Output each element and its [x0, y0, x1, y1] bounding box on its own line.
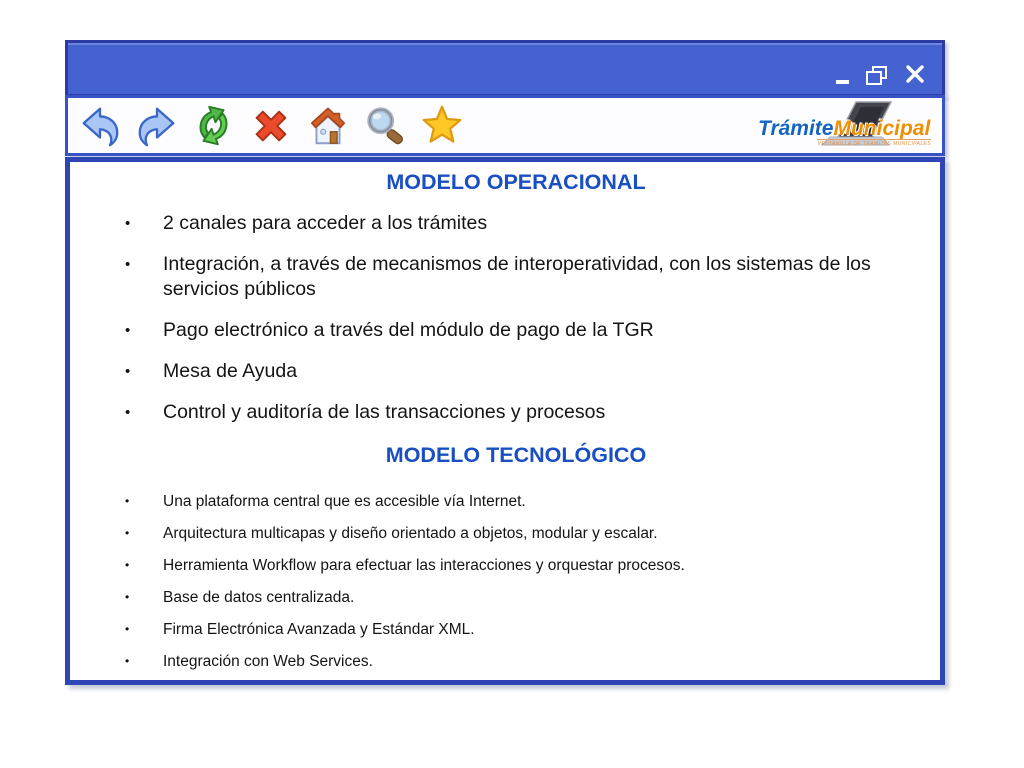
list-item	[122, 211, 910, 237]
bullet: •	[125, 526, 130, 541]
bullet: •	[125, 362, 131, 380]
bullet: •	[125, 589, 130, 604]
logo-text	[758, 117, 933, 141]
logo-tagline: VENTANILLA DE TRAMITES MUNICIPALES	[817, 141, 931, 147]
logo-word-municipal: Municipal	[833, 117, 931, 140]
close-icon[interactable]	[904, 63, 926, 85]
bullet: •	[125, 558, 130, 573]
list-item	[122, 652, 910, 672]
bullet: •	[125, 322, 131, 340]
window-controls	[836, 63, 926, 85]
bullet-text: Una plataforma central que es accesible vía Internet.	[163, 493, 526, 511]
restore-icon[interactable]	[866, 66, 887, 85]
favorites-icon[interactable]	[419, 103, 465, 149]
list-item	[122, 556, 910, 576]
list-item	[122, 524, 910, 544]
minimize-icon[interactable]	[836, 80, 849, 84]
section-title-tecnologico: MODELO TECNOLÓGICO	[385, 443, 647, 468]
refresh-icon[interactable]	[191, 103, 237, 149]
home-icon[interactable]	[305, 103, 351, 149]
back-icon[interactable]	[77, 103, 123, 149]
bullet-text: Integración, a través de mecanismos de interoperatividad, con los sistemas de los servicios públicos	[163, 252, 871, 301]
logo-word-tramite: Trámite	[758, 117, 834, 140]
list-item	[122, 252, 910, 303]
bullet-text: 2 canales para acceder a los trámites	[163, 212, 488, 234]
list-item	[122, 359, 910, 385]
list-item	[122, 400, 910, 426]
slide-content	[65, 157, 945, 685]
operacional-list	[122, 211, 910, 425]
bullet: •	[125, 215, 131, 232]
stop-icon[interactable]	[248, 103, 294, 149]
list-item	[122, 588, 910, 608]
bullet-text: Pago electrónico a través del módulo de pago de la TGR	[163, 319, 654, 342]
bullet-text: Integración con Web Services.	[163, 652, 373, 670]
section-title-operacional: MODELO OPERACIONAL	[386, 170, 646, 194]
list-item	[122, 620, 910, 640]
bullet-text: Mesa de Ayuda	[163, 359, 298, 382]
bullet: •	[125, 494, 130, 509]
bullet: •	[125, 653, 130, 668]
bullet-text: Control y auditoría de las transacciones y procesos	[163, 400, 606, 423]
browser-toolbar	[65, 95, 945, 156]
window-titlebar	[65, 40, 945, 97]
bullet: •	[125, 255, 131, 273]
bullet: •	[125, 621, 130, 636]
list-item	[122, 318, 910, 344]
tecnologico-list	[122, 492, 910, 671]
browser-window	[65, 40, 945, 685]
tramite-municipal-logo	[758, 101, 933, 153]
search-icon[interactable]	[362, 103, 408, 149]
bullet-text: Base de datos centralizada.	[163, 588, 355, 606]
bullet-text: Herramienta Workflow para efectuar las interacciones y orquestar procesos.	[163, 557, 685, 575]
list-item	[122, 492, 910, 512]
forward-icon[interactable]	[134, 103, 180, 149]
restore-front-square	[866, 71, 882, 85]
bullet: •	[125, 403, 131, 421]
bullet-text: Arquitectura multicapas y diseño orientado a objetos, modular y escalar.	[163, 525, 658, 543]
bullet-text: Firma Electrónica Avanzada y Estándar XML.	[163, 620, 475, 638]
